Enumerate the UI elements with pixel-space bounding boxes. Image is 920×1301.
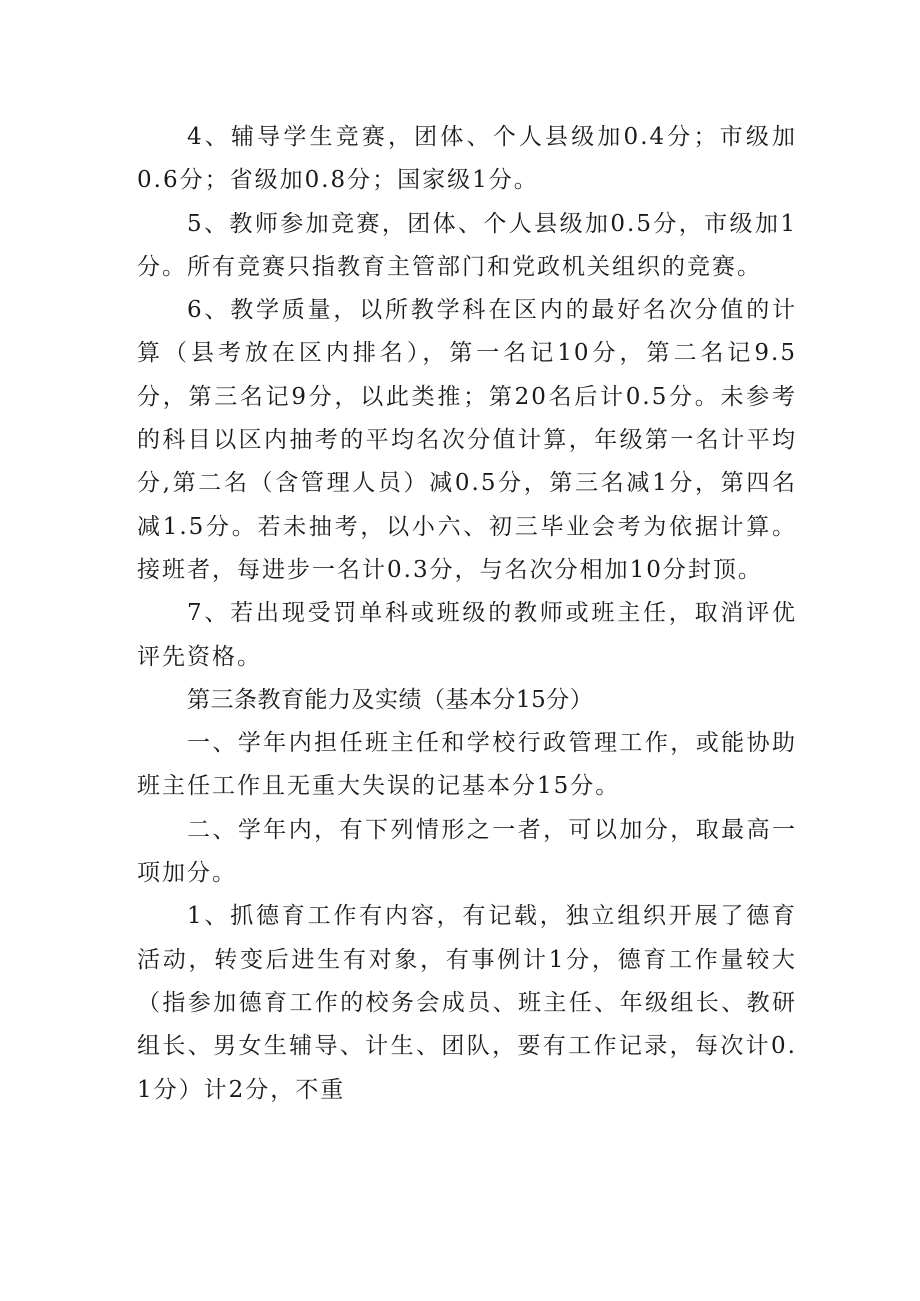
- section-heading-article-3: 第三条教育能力及实绩（基本分15分）: [187, 686, 594, 713]
- paragraph-item-4: 4、辅导学生竞赛，团体、个人县级加0.4分；市级加0.6分；省级加0.8分；国家级1分。: [137, 124, 797, 194]
- paragraph-clause-1: 一、学年内担任班主任和学校行政管理工作，或能协助班主任工作且无重大失误的记基本分15分。: [137, 730, 797, 800]
- paragraph-item-5: 5、教师参加竞赛，团体、个人县级加0.5分，市级加1分。所有竞赛只指教育主管部门和党政机关组织的竞赛。: [137, 210, 797, 280]
- document-body: [137, 116, 797, 1112]
- paragraph-item-1-moral-education: 1、抓德育工作有内容，有记载，独立组织开展了德育活动，转变后进生有对象，有事例计1分，德育工作量较大（指参加德育工作的校务会成员、班主任、年级组长、教研组长、男女生辅导、计生、团队，要有工作记录，每次计0.1分）计2分，不重: [137, 903, 797, 1103]
- paragraph-clause-2: 二、学年内，有下列情形之一者，可以加分，取最高一项加分。: [137, 816, 797, 887]
- paragraph-item-7: 7、若出现受罚单科或班级的教师或班主任，取消评优评先资格。: [137, 600, 797, 670]
- paragraph-item-6: 6、教学质量，以所教学科在区内的最好名次分值的计算（县考放在区内排名），第一名记10分，第二名记9.5分，第三名记9分，以此类推；第20名后计0.5分。未参考的科目以区内抽考的平均名次分值计算，年级第一名计平均分,第二名（含管理人员）减0.5分，第三名减1分，第四名减1.5分。若未抽考，以小六、初三毕业会考为依据计算。接班者，每进步一名计0.3分，与名次分相加10分封顶。: [137, 297, 797, 583]
